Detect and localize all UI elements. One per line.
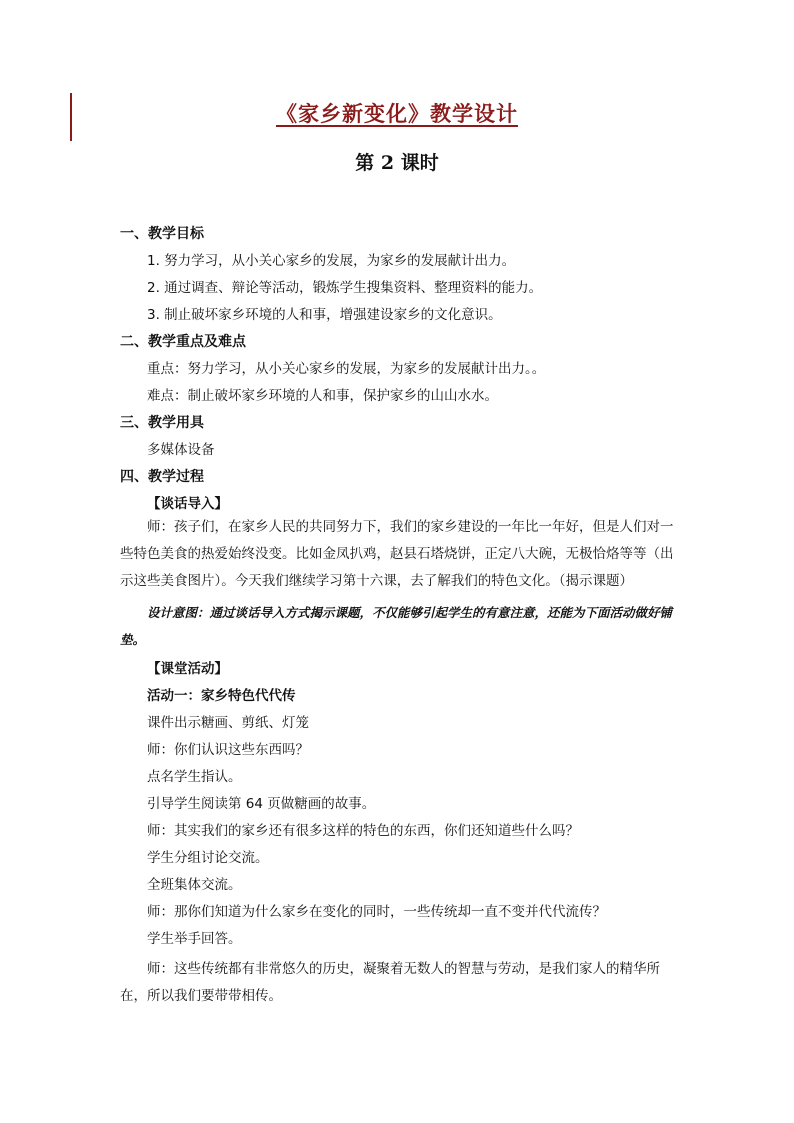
title-suffix: 教学设计 xyxy=(430,101,518,126)
document-title xyxy=(0,98,794,128)
activity-line: 课件出示糖画、剪纸、灯笼 xyxy=(147,715,309,731)
intro-paragraph: 师：孩子们，在家乡人民的共同努力下，我们的家乡建设的一年比一年好，但是人们对一些特色美食的热爱始终没变。比如金凤扒鸡，赵县石塔烧饼，正定八大碗，无极恰烙等等（出示这些美食图片）。今天我们继续学习第十六课，去了解我们的特色文化。（揭示课题） xyxy=(120,519,674,589)
activity-line: 点名学生指认。 xyxy=(147,769,242,785)
design-intent-note: 设计意图：通过谈话导入方式揭示课题，不仅能够引起学生的有意注意，还能为下面活动做好铺垫。 xyxy=(120,605,673,647)
objective-item: 3. 制止破坏家乡环境的人和事，增强建设家乡的文化意识。 xyxy=(147,307,502,323)
section-heading-process: 四、教学过程 xyxy=(120,469,204,485)
activity-line: 师：那你们知道为什么家乡在变化的同时，一些传统却一直不变并代代流传？ xyxy=(147,904,606,920)
activity-line: 学生分组讨论交流。 xyxy=(147,850,269,866)
title-book-name: 《家乡新变化》 xyxy=(276,101,430,126)
activity-line: 师：其实我们的家乡还有很多这样的特色的东西，你们还知道些什么吗？ xyxy=(147,823,579,839)
activity1-title: 活动一：家乡特色代代传 xyxy=(147,688,296,704)
activity-line: 引导学生阅读第 64 页做糖画的故事。 xyxy=(147,796,376,812)
closing-paragraph: 师：这些传统都有非常悠久的历史，凝聚着无数人的智慧与劳动，是我们家人的精华所在，所以我们要带带相传。 xyxy=(120,961,660,1004)
activity-line: 师：你们认识这些东西吗？ xyxy=(147,742,309,758)
section-heading-key-points: 二、教学重点及难点 xyxy=(120,334,246,350)
tools-text: 多媒体设备 xyxy=(147,442,215,458)
activity-line: 学生举手回答。 xyxy=(147,931,242,947)
section-heading-tools: 三、教学用具 xyxy=(120,415,204,431)
activity-line: 全班集体交流。 xyxy=(147,877,242,893)
key-point-text: 重点：努力学习，从小关心家乡的发展，为家乡的发展献计出力。。 xyxy=(147,361,546,377)
section-heading-objectives: 一、教学目标 xyxy=(120,226,204,242)
objective-item: 1. 努力学习，从小关心家乡的发展，为家乡的发展献计出力。 xyxy=(147,253,516,269)
activity-heading: 【课堂活动】 xyxy=(147,661,228,677)
lesson-subtitle: 第 2 课时 xyxy=(355,152,439,174)
objective-item: 2. 通过调查、辩论等活动，锻炼学生搜集资料、整理资料的能力。 xyxy=(147,280,543,296)
intro-heading: 【谈话导入】 xyxy=(147,496,228,512)
difficulty-text: 难点：制止破坏家乡环境的人和事，保护家乡的山山水水。 xyxy=(147,388,498,404)
